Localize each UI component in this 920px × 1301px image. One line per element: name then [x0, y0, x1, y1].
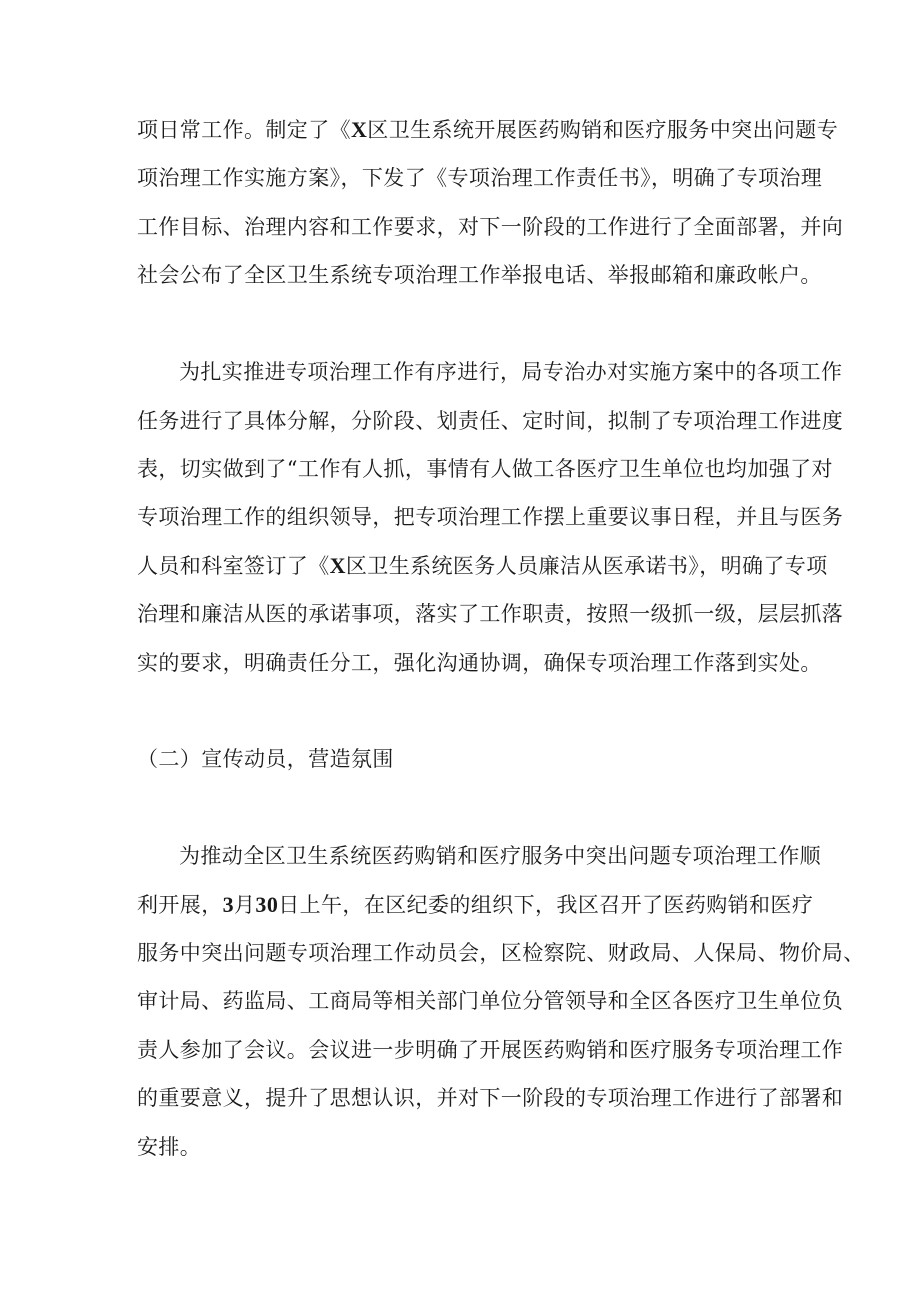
text-span: 区卫生系统开展医药购销和医疗服务中突出问题专: [367, 118, 839, 142]
bold-x-span: X: [351, 117, 368, 142]
text-span: 日上午，在区纪委的组织下，我区召开了医药购销和医疗: [278, 893, 814, 917]
paragraph-2-line-1: 为扎实推进专项治理工作有序进行，局专治办对实施方案中的各项工作: [179, 360, 843, 384]
paragraph-3-line-2: [137, 890, 814, 920]
text-span: 区卫生系统医务人员廉洁从医承诺书》，明确了专项: [345, 554, 828, 578]
bold-number-span: 30: [255, 892, 279, 917]
paragraph-2-line-6: 治理和廉洁从医的承诺事项，落实了工作职责，按照一级抓一级，层层抓落: [137, 602, 844, 626]
paragraph-1-line-1: [137, 115, 839, 145]
paragraph-2-line-5: [137, 551, 828, 581]
text-span: 人员和科室签订了《: [137, 554, 330, 578]
text-span: 月: [234, 893, 256, 917]
text-span: 利开展，: [137, 893, 223, 917]
paragraph-2-line-2: 任务进行了具体分解，分阶段、划责任、定时间，拟制了专项治理工作进度: [137, 409, 844, 433]
paragraph-3-line-4: 审计局、药监局、工商局等相关部门单位分管领导和全区各医疗卫生单位负: [137, 989, 844, 1013]
bold-x-span: X: [329, 553, 346, 578]
paragraph-2-line-4: 专项治理工作的组织领导，把专项治理工作摆上重要议事日程，并且与医务: [137, 505, 844, 529]
paragraph-3-line-3: 服务中突出问题专项治理工作动员会，区检察院、财政局、人保局、物价局、: [137, 941, 865, 965]
section-heading: （二）宣传动员，营造氛围: [137, 747, 394, 771]
paragraph-1-line-2: 项治理工作实施方案》，下发了《专项治理工作责任书》，明确了专项治理: [137, 166, 823, 190]
paragraph-2-line-3: 表，切实做到了“工作有人抓，事情有人做工各医疗卫生单位也均加强了对: [137, 457, 833, 481]
paragraph-2-line-7: 实的要求，明确责任分工，强化沟通协调，确保专项治理工作落到实处。: [137, 651, 822, 675]
paragraph-3-line-6: 的重要意义，提升了思想认识，并对下一阶段的专项治理工作进行了部署和: [137, 1086, 844, 1110]
paragraph-1-line-4: 社会公布了全区卫生系统专项治理工作举报电话、举报邮箱和廉政帐户。: [137, 263, 822, 287]
paragraph-3-line-7: 安排。: [137, 1135, 202, 1159]
paragraph-3-line-5: 责人参加了会议。会议进一步明确了开展医药购销和医疗服务专项治理工作: [137, 1038, 844, 1062]
paragraph-3-line-1: 为推动全区卫生系统医药购销和医疗服务中突出问题专项治理工作顺: [179, 844, 821, 868]
text-span: 项日常工作。制定了《: [137, 118, 351, 142]
bold-number-span: 3: [222, 892, 235, 917]
paragraph-1-line-3: 工作目标、治理内容和工作要求，对下一阶段的工作进行了全面部署，并向: [137, 215, 844, 239]
